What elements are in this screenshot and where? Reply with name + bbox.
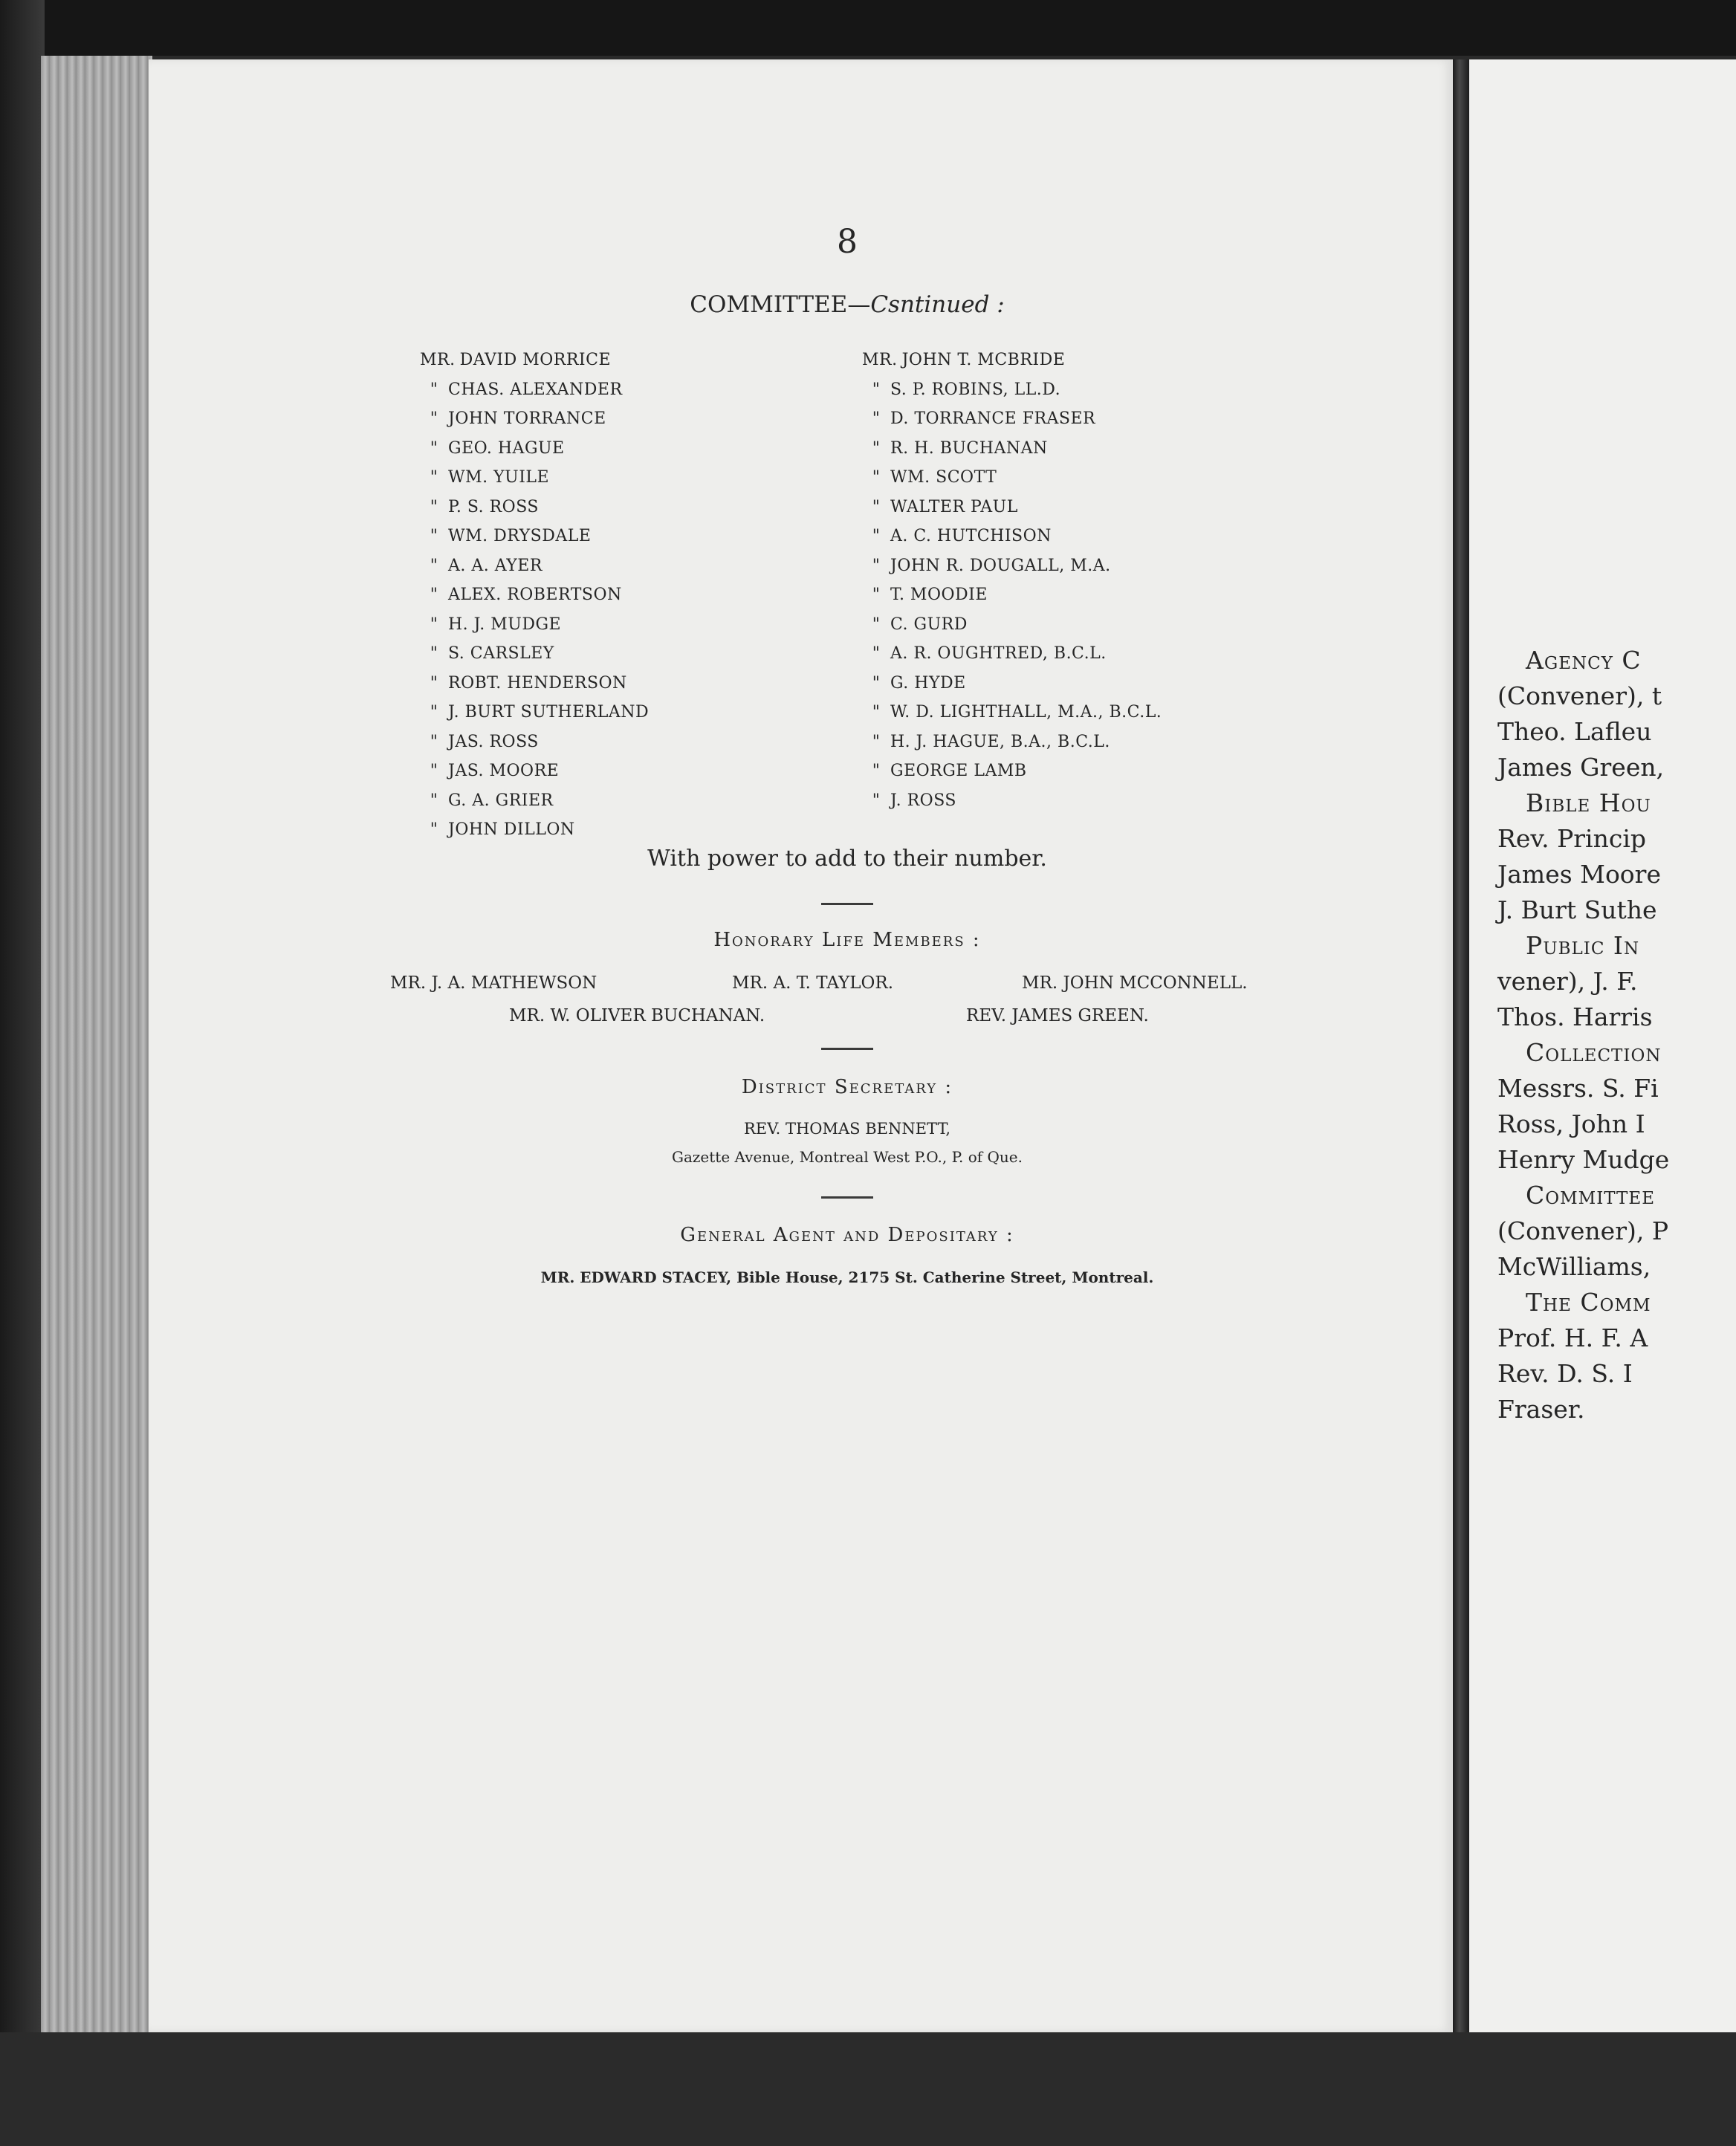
member-name: WALTER PAUL: [890, 497, 1018, 516]
member-prefix: ": [872, 703, 881, 722]
honorary-member-5: REV. JAMES GREEN.: [966, 1006, 1149, 1025]
member-prefix: ": [872, 586, 881, 604]
member-prefix: ": [430, 703, 438, 722]
honorary-member-3: MR. JOHN MCCONNELL.: [1022, 973, 1248, 993]
member-prefix: ": [872, 762, 881, 780]
committee-heading: [595, 291, 1100, 318]
committee-member: [420, 404, 649, 434]
right-page-line: J. Burt Suthe: [1497, 895, 1657, 924]
member-prefix: ": [430, 527, 438, 545]
right-page-line: Thos. Harris: [1497, 1002, 1653, 1031]
right-page-line: Theo. Lafleu: [1497, 717, 1652, 746]
member-prefix: MR.: [862, 351, 898, 369]
member-name: CHAS. ALEXANDER: [448, 380, 623, 399]
honorary-member-1: MR. J. A. MATHEWSON: [390, 973, 597, 993]
committee-heading-main: COMMITTEE—: [690, 291, 871, 318]
member-prefix: ": [430, 586, 438, 604]
scan-top-edge: [0, 0, 1736, 56]
committee-member: [420, 639, 649, 669]
right-page-line: Messrs. S. Fi: [1497, 1074, 1659, 1103]
honorary-life-members-heading: Honorary Life Members :: [713, 929, 981, 951]
committee-member: [420, 786, 649, 816]
right-page-line: Henry Mudge: [1497, 1145, 1670, 1174]
committee-member: [420, 669, 649, 698]
member-name: H. J. MUDGE: [448, 615, 562, 634]
committee-member: [420, 434, 649, 464]
committee-member: [862, 522, 1162, 551]
member-name: S. P. ROBINS, LL.D.: [890, 380, 1061, 399]
committee-column-right: [862, 346, 1162, 815]
right-page-line: Committee: [1526, 1181, 1655, 1210]
committee-member: [862, 756, 1162, 786]
committee-member: [862, 493, 1162, 522]
section-divider: [821, 1196, 873, 1199]
district-secretary-address: Gazette Avenue, Montreal West P.O., P. of Que.: [671, 1148, 1023, 1166]
member-name: C. GURD: [890, 615, 968, 634]
member-prefix: ": [872, 438, 881, 458]
member-prefix: ": [430, 762, 438, 780]
right-page-line: Rev. Princip: [1497, 824, 1647, 853]
member-name: JAS. MOORE: [448, 762, 560, 780]
member-prefix: ": [430, 820, 438, 839]
book-gutter: [1453, 59, 1469, 2032]
committee-member: [862, 727, 1162, 757]
scan-bottom-edge: [0, 2032, 1736, 2146]
committee-member: [420, 580, 649, 610]
right-page-line: Rev. D. S. I: [1497, 1359, 1633, 1388]
member-name: GEO. HAGUE: [448, 438, 565, 458]
member-name: P. S. ROSS: [448, 497, 539, 516]
member-name: GEORGE LAMB: [890, 762, 1027, 780]
committee-member: [420, 610, 649, 640]
member-name: WM. YUILE: [448, 468, 550, 487]
committee-member: [862, 610, 1162, 640]
member-prefix: ": [430, 438, 438, 458]
page-number: 8: [837, 223, 858, 261]
member-name: H. J. HAGUE, B.A., B.C.L.: [890, 732, 1110, 751]
member-prefix: ": [872, 556, 881, 575]
committee-footer-note: With power to add to their number.: [647, 846, 1047, 872]
member-name: G. HYDE: [890, 673, 966, 693]
member-name: WM. SCOTT: [890, 468, 997, 487]
right-page-line: James Green,: [1497, 753, 1665, 782]
committee-member: [862, 786, 1162, 816]
member-prefix: ": [430, 556, 438, 575]
member-name: A. C. HUTCHISON: [890, 527, 1052, 545]
right-page-line: McWilliams,: [1497, 1252, 1651, 1281]
committee-member: [862, 404, 1162, 434]
committee-member: [862, 346, 1162, 375]
right-page-line: (Convener), P: [1497, 1216, 1669, 1245]
district-secretary-heading: District Secretary :: [741, 1076, 953, 1098]
member-name: JOHN R. DOUGALL, M.A.: [890, 556, 1111, 575]
member-prefix: ": [872, 409, 881, 428]
committee-member: [862, 580, 1162, 610]
member-name: A. A. AYER: [448, 556, 542, 575]
member-name: DAVID MORRICE: [459, 351, 612, 369]
committee-member: [420, 551, 649, 581]
left-page: [149, 59, 1453, 2032]
right-page-line: Collection: [1526, 1038, 1662, 1067]
right-page-line: Fraser.: [1497, 1395, 1585, 1424]
member-prefix: ": [872, 527, 881, 545]
member-name: R. H. BUCHANAN: [890, 438, 1048, 458]
member-name: W. D. LIGHTHALL, M.A., B.C.L.: [890, 703, 1162, 722]
committee-member: [862, 669, 1162, 698]
committee-member: [420, 727, 649, 757]
committee-member: [420, 815, 649, 845]
member-prefix: ": [430, 409, 438, 428]
member-name: ALEX. ROBERTSON: [448, 586, 622, 604]
member-name: J. ROSS: [890, 791, 956, 810]
member-prefix: ": [430, 468, 438, 487]
member-prefix: ": [430, 615, 438, 634]
scan-left-edge: [0, 0, 45, 2146]
right-page-line: Bible Hou: [1526, 788, 1651, 817]
member-name: G. A. GRIER: [448, 791, 554, 810]
committee-heading-continued: Csntinued :: [870, 291, 1005, 318]
member-name: J. BURT SUTHERLAND: [448, 703, 650, 722]
honorary-member-4: MR. W. OLIVER BUCHANAN.: [509, 1006, 765, 1025]
committee-member: [420, 756, 649, 786]
member-prefix: ": [872, 732, 881, 751]
committee-member: [420, 346, 649, 375]
member-name: WM. DRYSDALE: [448, 527, 592, 545]
committee-member: [862, 375, 1162, 405]
right-page-line: Prof. H. F. A: [1497, 1323, 1648, 1352]
right-page-line: James Moore: [1497, 860, 1661, 889]
section-divider: [821, 903, 873, 905]
right-page-line: (Convener), t: [1497, 681, 1662, 710]
section-divider: [821, 1048, 873, 1050]
member-name: A. R. OUGHTRED, B.C.L.: [890, 644, 1107, 663]
committee-member: [420, 522, 649, 551]
right-page-line: vener), J. F.: [1497, 967, 1638, 996]
committee-member: [862, 434, 1162, 464]
general-agent-line: MR. EDWARD STACEY, Bible House, 2175 St. Catherine Street, Montreal.: [540, 1268, 1154, 1286]
honorary-member-2: MR. A. T. TAYLOR.: [732, 973, 894, 993]
member-name: S. CARSLEY: [448, 644, 554, 663]
committee-member: [420, 698, 649, 727]
member-name: ROBT. HENDERSON: [448, 673, 627, 693]
page-stack-edge: [41, 56, 152, 2032]
member-prefix: ": [872, 644, 881, 663]
member-prefix: ": [430, 673, 438, 693]
committee-member: [420, 375, 649, 405]
district-secretary-name: REV. THOMAS BENNETT,: [743, 1120, 951, 1138]
member-prefix: ": [872, 468, 881, 487]
member-prefix: ": [872, 615, 881, 634]
member-name: D. TORRANCE FRASER: [890, 409, 1096, 428]
committee-member: [862, 551, 1162, 581]
member-name: JAS. ROSS: [448, 732, 539, 751]
member-prefix: ": [430, 380, 438, 399]
right-page-line: The Comm: [1526, 1288, 1651, 1317]
right-page-line: Ross, John I: [1497, 1109, 1645, 1138]
member-prefix: ": [872, 673, 881, 693]
member-name: JOHN T. MCBRIDE: [901, 351, 1066, 369]
committee-member: [420, 463, 649, 493]
committee-member: [862, 639, 1162, 669]
right-page-text: [1497, 643, 1736, 1427]
right-page-line: Public In: [1526, 931, 1640, 960]
committee-member: [862, 698, 1162, 727]
member-prefix: ": [872, 380, 881, 399]
member-name: JOHN TORRANCE: [448, 409, 606, 428]
member-prefix: ": [430, 732, 438, 751]
committee-member: [420, 493, 649, 522]
member-prefix: ": [872, 791, 881, 810]
member-prefix: ": [430, 497, 438, 516]
right-page-line: Agency C: [1526, 646, 1642, 675]
general-agent-heading: General Agent and Depositary :: [680, 1224, 1014, 1246]
committee-member: [862, 463, 1162, 493]
member-name: JOHN DILLON: [448, 820, 575, 839]
committee-column-left: [420, 346, 649, 845]
member-prefix: ": [430, 644, 438, 663]
member-prefix: ": [872, 497, 881, 516]
member-prefix: ": [430, 791, 438, 810]
member-name: T. MOODIE: [890, 586, 988, 604]
member-prefix: MR.: [420, 351, 456, 369]
